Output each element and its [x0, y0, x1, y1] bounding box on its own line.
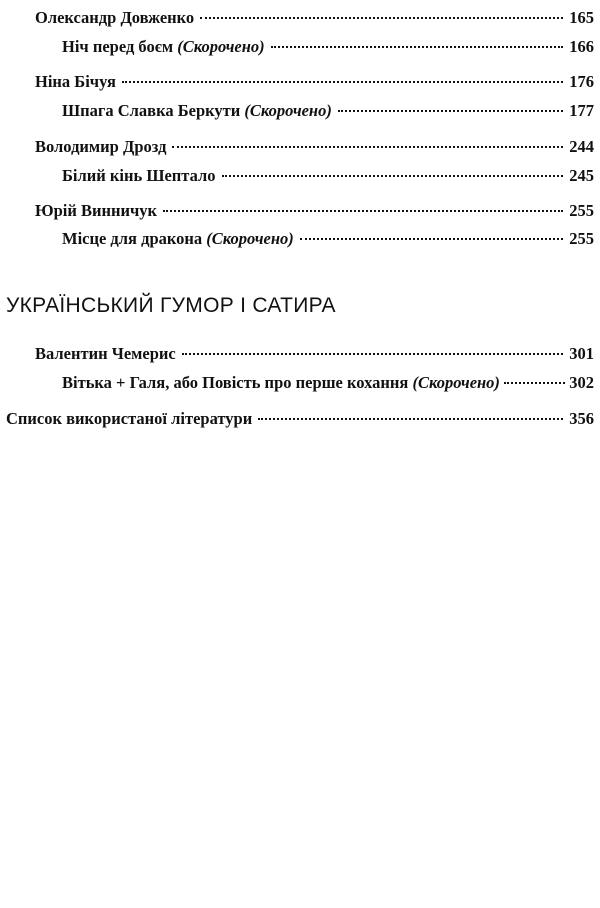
- page-number: 245: [569, 166, 594, 185]
- dot-leader: [338, 110, 563, 112]
- entry-title: Шпага Славка Беркути (Скорочено): [62, 101, 332, 120]
- entry-title: Ніч перед боєм (Скорочено): [62, 37, 265, 56]
- page-number: 301: [569, 344, 594, 363]
- toc-entry[interactable]: [35, 8, 594, 28]
- dot-leader: [172, 146, 563, 148]
- page-number: 255: [569, 229, 594, 248]
- toc-entry[interactable]: [35, 72, 594, 92]
- toc-entry[interactable]: [35, 344, 594, 364]
- page-number: 166: [569, 37, 594, 56]
- toc-entry[interactable]: [62, 229, 594, 249]
- dot-leader: [222, 175, 564, 177]
- toc-entry[interactable]: [62, 101, 594, 121]
- entry-title: Олександр Довженко: [35, 8, 195, 27]
- toc-entry[interactable]: [35, 201, 594, 221]
- toc-entry[interactable]: [62, 373, 594, 393]
- dot-leader: [504, 382, 565, 384]
- page-number: 255: [569, 201, 594, 220]
- entry-title: Валентин Чемерис: [35, 344, 176, 363]
- entry-title: Білий кінь Шептало: [62, 166, 216, 185]
- entry-title: Місце для дракона (Скорочено): [62, 229, 294, 248]
- page-number: 177: [569, 101, 594, 120]
- toc-entry-bibliography[interactable]: [6, 409, 594, 429]
- page-number: 356: [569, 409, 594, 428]
- toc-entry[interactable]: [35, 137, 594, 157]
- dot-leader: [258, 418, 563, 420]
- dot-leader: [122, 81, 563, 83]
- dot-leader: [163, 210, 563, 212]
- dot-leader: [271, 46, 564, 48]
- entry-title: Юрій Винничук: [35, 201, 158, 220]
- page-number: 176: [569, 72, 594, 91]
- section-heading: УКРАЇНСЬКИЙ ГУМОР І САТИРА: [6, 294, 336, 317]
- page-number: 165: [569, 8, 594, 27]
- dot-leader: [200, 17, 563, 19]
- entry-title: Володимир Дрозд: [35, 137, 167, 156]
- entry-title: Ніна Бічуя: [35, 72, 116, 91]
- dot-leader: [182, 353, 564, 355]
- page-number: 244: [569, 137, 594, 156]
- page-number: 302: [569, 373, 594, 392]
- toc-entry[interactable]: [62, 166, 594, 186]
- dot-leader: [300, 238, 564, 240]
- entry-title: Вітька + Галя, або Повість про перше кохання (Скорочено): [62, 373, 500, 392]
- entry-title: Список використаної літератури: [6, 409, 253, 428]
- toc-entry[interactable]: [62, 37, 594, 57]
